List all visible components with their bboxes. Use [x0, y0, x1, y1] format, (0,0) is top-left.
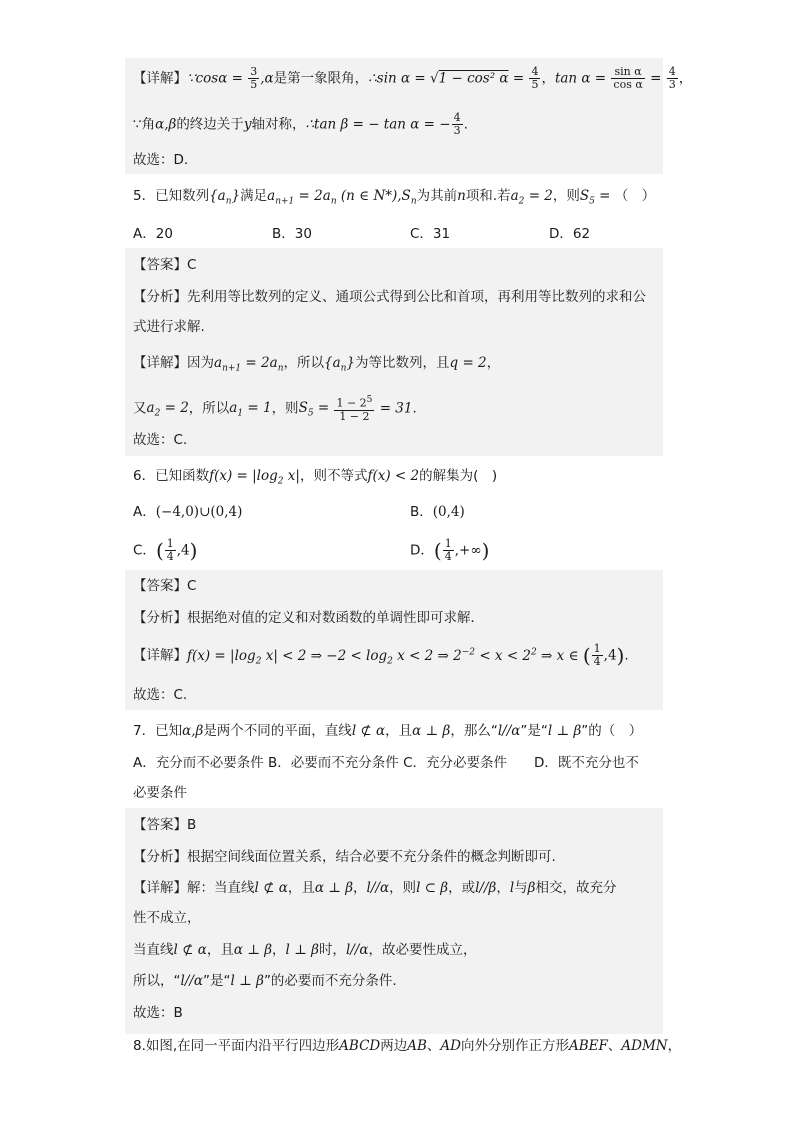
q5-analysis-line1: 【分析】先利用等比数列的定义、通项公式得到公比和首项，再利用等比数列的求和公 [133, 289, 646, 305]
q6-answer: 【答案】C [133, 578, 197, 594]
q5-conclusion: 故选：C. [133, 432, 188, 448]
q5-analysis-line2: 式进行求解. [133, 319, 205, 335]
q5-detail-line2: 又$a_2 = 2$，所以$a_1 = 1$，则$S_5$ = $\frac{1 - 2^5}{1 - 2}$ = 31. [133, 395, 417, 423]
q5-option-c: C．31 [410, 226, 451, 242]
q6-stem: 6．已知函数$f(x) = |\log_2$ x|，则不等式f(x) < 2的解集为( ) [133, 468, 498, 487]
q7-options-line1: A．充分而不必要条件 B．必要而不充分条件 C．充分必要条件 D．既不充分也不 [133, 755, 639, 771]
q6-option-b: B．(0,4) [410, 504, 465, 520]
q4-detail-line1: 【详解】∵cosα = $\frac{3}{5}$ ,α是第一象限角，∴sin α = √1 − cos² α = $\frac{4}{5}$ ，tan α = $\frac{\text{sin α}}{\text{cos α}}$ = $\frac{4}{3}$ ， [133, 65, 693, 91]
q7-answer: 【答案】B [133, 817, 197, 833]
solution-band-q7 [125, 808, 663, 1034]
q8-stem: 8.如图,在同一平面内沿平行四边形ABCD两边AB、AD向外分别作正方形ABEF、ADMN， [133, 1038, 682, 1054]
q5-option-b: B．30 [272, 226, 312, 242]
q4-detail-line2: ∵角α,β的终边关于y轴对称，∴tan β = − tan α = − $\frac{4}{3}$ . [133, 111, 468, 137]
q5-stem: 5．已知数列$\{a_n\}$满足$a_{n+1} = 2a_n$ (n ∈ $N*),S_n$为其前n项和.若$a_2 = 2$，则$S_5$ = （ ） [133, 188, 656, 207]
q5-answer: 【答案】C [133, 257, 197, 273]
solution-band-q6 [125, 570, 663, 710]
q5-detail-line1: 【详解】因为$a_{n+1} = 2a_n$，所以$\{a_n\}$为等比数列，且q = 2， [133, 355, 501, 374]
q5-option-d: D．62 [549, 226, 591, 242]
q6-detail: 【详解】$f(x) = |\log_2$ x| < 2 ⇒ $-2 < \log_2 x < 2$ ⇒ $2^{-2} < x < 2^2$ ⇒ x ∈ ( $\frac{1}{4}$ ,4). [133, 642, 629, 668]
q7-detail-line4: 所以，“l//α”是“l ⊥ β”的必要而不充分条件. [133, 973, 397, 989]
q7-analysis: 【分析】根据空间线面位置关系，结合必要不充分条件的概念判断即可. [133, 849, 556, 865]
q7-conclusion: 故选：B [133, 1005, 183, 1021]
q7-detail-line3: 当直线l ⊄ α，且α ⊥ β，l ⊥ β时，l//α，故必要性成立， [133, 942, 477, 958]
q4-conclusion: 故选：D. [133, 152, 189, 168]
q6-option-c: C．( $\frac{1}{4}$ ,4) [133, 537, 198, 563]
q7-stem: 7．已知α,β是两个不同的平面，直线l ⊄ α，且α ⊥ β，那么“l//α”是“l ⊥ β”的（ ） [133, 723, 643, 739]
q7-detail-line1: 【详解】解：当直线l ⊄ α，且α ⊥ β，l//α，则l ⊂ β，或l//β，l与β相交，故充分 [133, 880, 617, 896]
solution-band-q5 [125, 248, 663, 456]
q7-options-line2: 必要条件 [133, 785, 187, 801]
q6-conclusion: 故选：C. [133, 687, 188, 703]
q7-detail-line2: 性不成立， [133, 910, 201, 926]
q6-option-a: A．(−4,0)∪(0,4) [133, 504, 243, 520]
q5-option-a: A．20 [133, 226, 173, 242]
q6-option-d: D．( $\frac{1}{4}$ ,+∞) [410, 537, 490, 563]
q6-analysis: 【分析】根据绝对值的定义和对数函数的单调性即可求解． [133, 610, 484, 626]
